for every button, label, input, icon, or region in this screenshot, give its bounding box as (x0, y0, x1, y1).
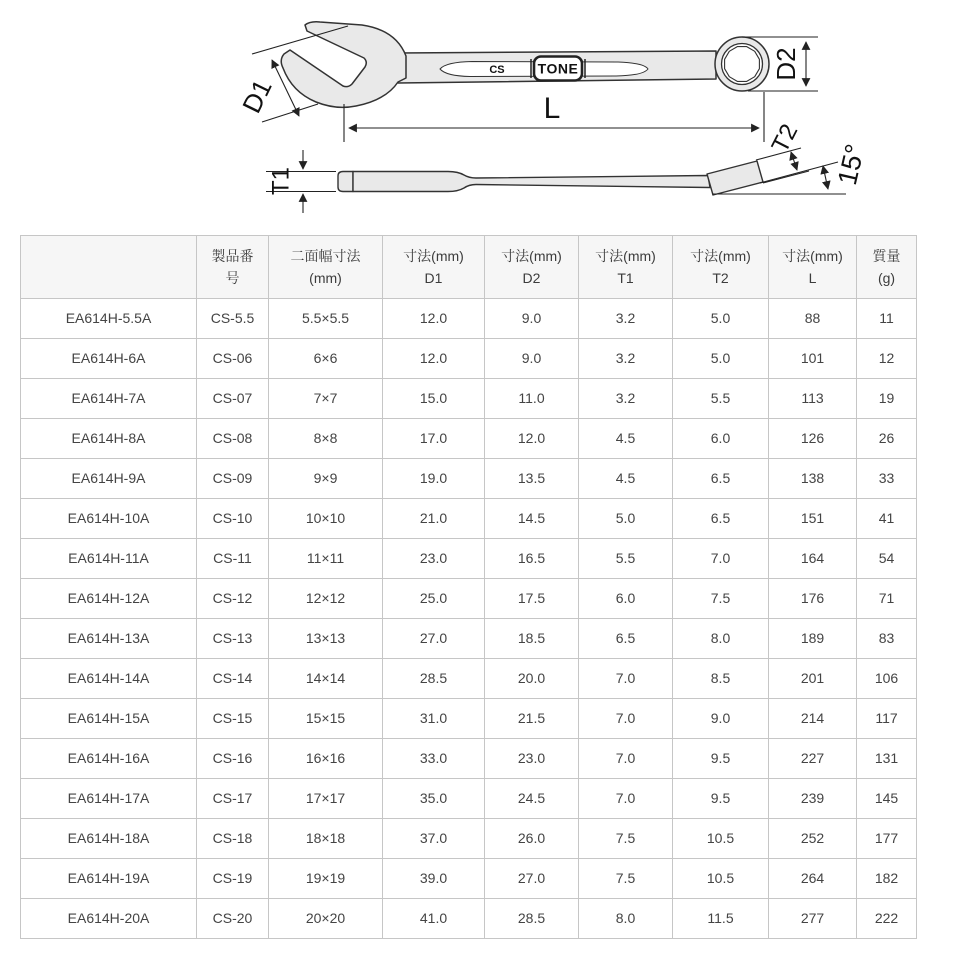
header-text: 質量 (872, 248, 901, 264)
cell-t2: 7.5 (673, 579, 769, 619)
dim-label-d2: D2 (770, 47, 801, 81)
handle-cs-mark: CS (489, 64, 505, 76)
cell-t2: 7.0 (673, 539, 769, 579)
col-header-t1 (579, 236, 673, 299)
cell-l: 201 (769, 659, 857, 699)
cell-d1: 21.0 (383, 499, 485, 539)
catalog-number-label: EA614H-9A (21, 459, 197, 499)
cell-mass: 33 (857, 459, 917, 499)
table-row (21, 579, 917, 619)
cell-mass: 145 (857, 779, 917, 819)
dim-label-l: L (543, 92, 561, 125)
cell-t1: 7.0 (579, 739, 673, 779)
cell-t2: 6.5 (673, 459, 769, 499)
catalog-number-label: EA614H-15A (21, 699, 197, 739)
cell-product-number: CS-12 (197, 579, 269, 619)
cell-d1: 27.0 (383, 619, 485, 659)
cell-product-number: CS-19 (197, 859, 269, 899)
cell-l: 164 (769, 539, 857, 579)
catalog-number-label: EA614H-17A (21, 779, 197, 819)
cell-width-across-flats: 18×18 (269, 819, 383, 859)
cell-d1: 37.0 (383, 819, 485, 859)
catalog-number-label: EA614H-12A (21, 579, 197, 619)
cell-d1: 19.0 (383, 459, 485, 499)
header-text: T2 (712, 270, 729, 286)
svg-text:TONE: TONE (537, 60, 579, 77)
wrench-ring-12pt-profile (725, 47, 760, 82)
header-text: 寸法(mm) (782, 248, 843, 264)
cell-l: 227 (769, 739, 857, 779)
cell-t1: 7.0 (579, 779, 673, 819)
cell-mass: 54 (857, 539, 917, 579)
header-text: T1 (617, 270, 634, 286)
wrench-dimension-diagram (0, 0, 960, 235)
cell-t2: 5.5 (673, 379, 769, 419)
cell-mass: 106 (857, 659, 917, 699)
cell-product-number: CS-11 (197, 539, 269, 579)
cell-width-across-flats: 9×9 (269, 459, 383, 499)
cell-width-across-flats: 12×12 (269, 579, 383, 619)
header-text: 寸法(mm) (501, 248, 562, 264)
cell-t1: 3.2 (579, 379, 673, 419)
catalog-number-label: EA614H-19A (21, 859, 197, 899)
cell-d2: 28.5 (485, 899, 579, 939)
cell-product-number: CS-17 (197, 779, 269, 819)
dim-label-d1: D1 (236, 74, 278, 118)
cell-d1: 28.5 (383, 659, 485, 699)
cell-mass: 11 (857, 299, 917, 339)
cell-t1: 3.2 (579, 299, 673, 339)
cell-d2: 12.0 (485, 419, 579, 459)
cell-d2: 23.0 (485, 739, 579, 779)
table-row (21, 779, 917, 819)
col-header-l (769, 236, 857, 299)
catalog-number-label: EA614H-14A (21, 659, 197, 699)
cell-mass: 177 (857, 819, 917, 859)
cell-width-across-flats: 16×16 (269, 739, 383, 779)
cell-l: 189 (769, 619, 857, 659)
cell-width-across-flats: 8×8 (269, 419, 383, 459)
catalog-number-label: EA614H-8A (21, 419, 197, 459)
cell-t2: 8.5 (673, 659, 769, 699)
cell-mass: 117 (857, 699, 917, 739)
table-row (21, 899, 917, 939)
cell-l: 264 (769, 859, 857, 899)
col-header-d1 (383, 236, 485, 299)
cell-t1: 7.5 (579, 859, 673, 899)
table-row (21, 859, 917, 899)
cell-d2: 24.5 (485, 779, 579, 819)
cell-product-number: CS-08 (197, 419, 269, 459)
cell-product-number: CS-06 (197, 339, 269, 379)
cell-t1: 6.5 (579, 619, 673, 659)
wrench-open-end (281, 22, 406, 108)
cell-d2: 27.0 (485, 859, 579, 899)
cell-product-number: CS-5.5 (197, 299, 269, 339)
cell-t1: 3.2 (579, 339, 673, 379)
table-row (21, 619, 917, 659)
cell-l: 239 (769, 779, 857, 819)
cell-d1: 31.0 (383, 699, 485, 739)
header-text: 号 (225, 270, 240, 286)
cell-d2: 26.0 (485, 819, 579, 859)
table-row (21, 379, 917, 419)
cell-width-across-flats: 19×19 (269, 859, 383, 899)
cell-t1: 6.0 (579, 579, 673, 619)
cell-t1: 7.5 (579, 819, 673, 859)
catalog-number-label: EA614H-11A (21, 539, 197, 579)
cell-product-number: CS-15 (197, 699, 269, 739)
catalog-number-label: EA614H-6A (21, 339, 197, 379)
cell-mass: 222 (857, 899, 917, 939)
cell-width-across-flats: 20×20 (269, 899, 383, 939)
cell-t1: 5.0 (579, 499, 673, 539)
cell-d2: 17.5 (485, 579, 579, 619)
cell-d1: 33.0 (383, 739, 485, 779)
table-row (21, 819, 917, 859)
cell-t1: 4.5 (579, 419, 673, 459)
cell-product-number: CS-07 (197, 379, 269, 419)
table-row (21, 299, 917, 339)
cell-mass: 12 (857, 339, 917, 379)
cell-t2: 9.0 (673, 699, 769, 739)
cell-l: 252 (769, 819, 857, 859)
cell-t1: 7.0 (579, 699, 673, 739)
cell-d2: 21.5 (485, 699, 579, 739)
header-text: 製品番 (211, 248, 254, 264)
cell-width-across-flats: 17×17 (269, 779, 383, 819)
header-text: (g) (877, 270, 896, 286)
wrench-top-view-icon (281, 22, 769, 108)
cell-t2: 9.5 (673, 739, 769, 779)
cell-d1: 23.0 (383, 539, 485, 579)
col-header-width-across-flats (269, 236, 383, 299)
cell-d1: 39.0 (383, 859, 485, 899)
header-text: 寸法(mm) (690, 248, 751, 264)
cell-d2: 13.5 (485, 459, 579, 499)
cell-d2: 20.0 (485, 659, 579, 699)
header-row (21, 236, 917, 299)
cell-mass: 26 (857, 419, 917, 459)
table-row (21, 459, 917, 499)
cell-product-number: CS-14 (197, 659, 269, 699)
cell-product-number: CS-09 (197, 459, 269, 499)
cell-mass: 182 (857, 859, 917, 899)
catalog-number-label: EA614H-13A (21, 619, 197, 659)
cell-d2: 16.5 (485, 539, 579, 579)
cell-width-across-flats: 7×7 (269, 379, 383, 419)
cell-l: 138 (769, 459, 857, 499)
cell-width-across-flats: 14×14 (269, 659, 383, 699)
col-header-product-number (197, 236, 269, 299)
dim-label-angle: 15° (831, 141, 871, 188)
cell-width-across-flats: 11×11 (269, 539, 383, 579)
dim-label-t1: T1 (267, 166, 295, 196)
cell-t2: 6.5 (673, 499, 769, 539)
cell-t2: 10.5 (673, 819, 769, 859)
col-header-d2 (485, 236, 579, 299)
table-row (21, 499, 917, 539)
catalog-number-label: EA614H-7A (21, 379, 197, 419)
cell-width-across-flats: 15×15 (269, 699, 383, 739)
tone-logo (531, 57, 585, 81)
cell-mass: 71 (857, 579, 917, 619)
cell-l: 277 (769, 899, 857, 939)
col-header-mass (857, 236, 917, 299)
table-row (21, 659, 917, 699)
cell-d2: 9.0 (485, 339, 579, 379)
catalog-number-label: EA614H-20A (21, 899, 197, 939)
spec-table (20, 235, 917, 939)
cell-mass: 131 (857, 739, 917, 779)
cell-l: 214 (769, 699, 857, 739)
cell-t2: 9.5 (673, 779, 769, 819)
wrench-side-view-icon (338, 161, 763, 195)
cell-width-across-flats: 6×6 (269, 339, 383, 379)
cell-product-number: CS-10 (197, 499, 269, 539)
cell-product-number: CS-16 (197, 739, 269, 779)
header-text: 寸法(mm) (403, 248, 464, 264)
cell-d1: 12.0 (383, 339, 485, 379)
header-spacer (21, 236, 197, 299)
cell-width-across-flats: 5.5×5.5 (269, 299, 383, 339)
header-text: (mm) (309, 270, 342, 286)
cell-d1: 41.0 (383, 899, 485, 939)
cell-t1: 7.0 (579, 659, 673, 699)
cell-t2: 10.5 (673, 859, 769, 899)
cell-d2: 9.0 (485, 299, 579, 339)
cell-t2: 8.0 (673, 619, 769, 659)
table-row (21, 539, 917, 579)
cell-t1: 4.5 (579, 459, 673, 499)
cell-d1: 35.0 (383, 779, 485, 819)
header-text: 寸法(mm) (595, 248, 656, 264)
table-row (21, 699, 917, 739)
cell-mass: 41 (857, 499, 917, 539)
cell-t1: 8.0 (579, 899, 673, 939)
cell-t2: 5.0 (673, 339, 769, 379)
cell-d1: 15.0 (383, 379, 485, 419)
cell-t1: 5.5 (579, 539, 673, 579)
cell-l: 113 (769, 379, 857, 419)
cell-d1: 25.0 (383, 579, 485, 619)
cell-l: 126 (769, 419, 857, 459)
cell-l: 151 (769, 499, 857, 539)
cell-d1: 12.0 (383, 299, 485, 339)
cell-d1: 17.0 (383, 419, 485, 459)
cell-product-number: CS-18 (197, 819, 269, 859)
catalog-number-label: EA614H-18A (21, 819, 197, 859)
cell-t2: 5.0 (673, 299, 769, 339)
cell-d2: 14.5 (485, 499, 579, 539)
header-text: L (808, 270, 817, 286)
dim-label-t2: T2 (766, 119, 804, 158)
header-text: D1 (424, 270, 443, 286)
cell-t2: 11.5 (673, 899, 769, 939)
header-text: 二面幅寸法 (290, 248, 361, 264)
cell-mass: 19 (857, 379, 917, 419)
catalog-number-label: EA614H-5.5A (21, 299, 197, 339)
table-row (21, 739, 917, 779)
cell-product-number: CS-20 (197, 899, 269, 939)
spec-table-area (20, 235, 917, 939)
catalog-number-label: EA614H-10A (21, 499, 197, 539)
cell-d2: 11.0 (485, 379, 579, 419)
header-text: D2 (522, 270, 541, 286)
cell-product-number: CS-13 (197, 619, 269, 659)
cell-width-across-flats: 10×10 (269, 499, 383, 539)
cell-mass: 83 (857, 619, 917, 659)
col-header-t2 (673, 236, 769, 299)
catalog-number-label: EA614H-16A (21, 739, 197, 779)
table-row (21, 419, 917, 459)
cell-d2: 18.5 (485, 619, 579, 659)
cell-l: 88 (769, 299, 857, 339)
cell-t2: 6.0 (673, 419, 769, 459)
cell-l: 101 (769, 339, 857, 379)
table-row (21, 339, 917, 379)
cell-width-across-flats: 13×13 (269, 619, 383, 659)
cell-l: 176 (769, 579, 857, 619)
